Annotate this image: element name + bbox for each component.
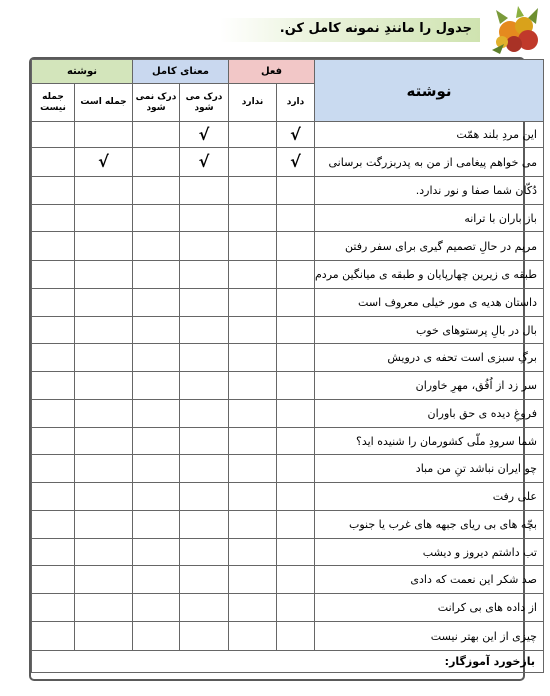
table-row bbox=[32, 232, 544, 261]
answer-cell-understood[interactable] bbox=[180, 455, 229, 483]
answer-cell-is-sentence[interactable] bbox=[75, 455, 133, 483]
group-header-writing: نوشته bbox=[32, 60, 133, 84]
answer-cell-no-verb[interactable] bbox=[229, 317, 277, 344]
subheader-not-understood: درک نمی شود bbox=[133, 84, 180, 122]
check-mark-icon: √ bbox=[98, 152, 109, 171]
table-row bbox=[32, 289, 544, 317]
sentence-cell: صد شکر این نعمت که دادی bbox=[315, 566, 544, 594]
answer-cell-no-verb[interactable] bbox=[229, 539, 277, 566]
subheader-not-sentence: جمله نیست bbox=[32, 84, 75, 122]
table-row bbox=[32, 205, 544, 232]
answer-cell-understood[interactable] bbox=[180, 622, 229, 651]
table-row bbox=[32, 594, 544, 622]
sentence-cell: شما سرودِ ملّی کشورمان را شنیده اید؟ bbox=[315, 428, 544, 455]
answer-cell-understood[interactable] bbox=[180, 539, 229, 566]
answer-cell-not-sentence[interactable] bbox=[32, 539, 75, 566]
answer-cell-is-sentence[interactable] bbox=[75, 622, 133, 651]
subheader-understood: درک می شود bbox=[180, 84, 229, 122]
answer-cell-has-verb[interactable] bbox=[277, 232, 315, 261]
answer-cell-is-sentence[interactable] bbox=[75, 317, 133, 344]
answer-cell-has-verb[interactable] bbox=[277, 483, 315, 511]
answer-cell-not-understood[interactable] bbox=[133, 539, 180, 566]
answer-cell-no-verb[interactable] bbox=[229, 289, 277, 317]
answer-cell-not-sentence[interactable] bbox=[32, 400, 75, 428]
answer-cell-no-verb[interactable] bbox=[229, 428, 277, 455]
sentence-cell: علی رفت bbox=[315, 483, 544, 511]
answer-cell-not-sentence[interactable] bbox=[32, 344, 75, 372]
answer-cell-is-sentence[interactable] bbox=[75, 566, 133, 594]
sentence-cell: می خواهم پیغامی از من به پدربزرگت برسانی bbox=[315, 148, 544, 177]
table-row bbox=[32, 511, 544, 539]
table-row bbox=[32, 455, 544, 483]
answer-cell-not-understood[interactable] bbox=[133, 400, 180, 428]
subheader-no-verb: ندارد bbox=[229, 84, 277, 122]
table-row bbox=[32, 483, 544, 511]
answer-cell-is-sentence[interactable] bbox=[75, 428, 133, 455]
table-row bbox=[32, 344, 544, 372]
answer-cell-understood[interactable] bbox=[180, 261, 229, 289]
answer-cell-not-understood[interactable] bbox=[133, 566, 180, 594]
answer-cell-is-sentence[interactable] bbox=[75, 148, 133, 177]
answer-cell-is-sentence[interactable] bbox=[75, 539, 133, 566]
answer-cell-has-verb[interactable] bbox=[277, 594, 315, 622]
answer-cell-no-verb[interactable] bbox=[229, 566, 277, 594]
answer-cell-not-sentence[interactable] bbox=[32, 232, 75, 261]
answer-cell-is-sentence[interactable] bbox=[75, 232, 133, 261]
answer-cell-not-understood[interactable] bbox=[133, 261, 180, 289]
answer-cell-understood[interactable] bbox=[180, 148, 229, 177]
answer-cell-has-verb[interactable] bbox=[277, 177, 315, 205]
answer-cell-has-verb[interactable] bbox=[277, 511, 315, 539]
answer-cell-no-verb[interactable] bbox=[229, 400, 277, 428]
answer-cell-no-verb[interactable] bbox=[229, 511, 277, 539]
answer-cell-has-verb[interactable] bbox=[277, 148, 315, 177]
sentence-cell: باز باران با ترانه bbox=[315, 205, 544, 232]
sentence-cell: بال در بالِ پرستوهای خوب bbox=[315, 317, 544, 344]
answer-cell-not-sentence[interactable] bbox=[32, 483, 75, 511]
answer-cell-has-verb[interactable] bbox=[277, 539, 315, 566]
answer-cell-understood[interactable] bbox=[180, 400, 229, 428]
answer-cell-is-sentence[interactable] bbox=[75, 177, 133, 205]
answer-cell-is-sentence[interactable] bbox=[75, 205, 133, 232]
table-row bbox=[32, 261, 544, 289]
answer-cell-has-verb[interactable] bbox=[277, 205, 315, 232]
answer-cell-has-verb[interactable] bbox=[277, 372, 315, 400]
column-header-text: نوشته bbox=[315, 60, 544, 122]
answer-cell-not-understood[interactable] bbox=[133, 483, 180, 511]
sentence-cell: فروغِ دیده ی حق باوران bbox=[315, 400, 544, 428]
answer-cell-understood[interactable] bbox=[180, 372, 229, 400]
group-header-meaning: معنای کامل bbox=[133, 60, 229, 84]
header bbox=[0, 0, 550, 50]
answer-cell-not-sentence[interactable] bbox=[32, 289, 75, 317]
answer-cell-not-sentence[interactable] bbox=[32, 317, 75, 344]
answer-cell-no-verb[interactable] bbox=[229, 594, 277, 622]
answer-cell-not-understood[interactable] bbox=[133, 177, 180, 205]
answer-cell-understood[interactable] bbox=[180, 428, 229, 455]
answer-cell-not-sentence[interactable] bbox=[32, 122, 75, 148]
sentence-cell: چیزی از این بهتر نیست bbox=[315, 622, 544, 651]
answer-cell-understood[interactable] bbox=[180, 317, 229, 344]
answer-cell-understood[interactable] bbox=[180, 511, 229, 539]
answer-cell-not-understood[interactable] bbox=[133, 511, 180, 539]
table-row bbox=[32, 428, 544, 455]
answer-cell-has-verb[interactable] bbox=[277, 344, 315, 372]
sentence-cell: مریم در حالِ تصمیم گیری برای سفر رفتن bbox=[315, 232, 544, 261]
answer-cell-is-sentence[interactable] bbox=[75, 511, 133, 539]
answer-cell-no-verb[interactable] bbox=[229, 122, 277, 148]
answer-cell-not-understood[interactable] bbox=[133, 205, 180, 232]
answer-cell-not-understood[interactable] bbox=[133, 122, 180, 148]
answer-cell-not-sentence[interactable] bbox=[32, 205, 75, 232]
table-row bbox=[32, 400, 544, 428]
answer-cell-is-sentence[interactable] bbox=[75, 344, 133, 372]
answer-cell-not-sentence[interactable] bbox=[32, 594, 75, 622]
answer-cell-has-verb[interactable] bbox=[277, 428, 315, 455]
sentence-cell: داستان هدیه ی مور خیلی معروف است bbox=[315, 289, 544, 317]
answer-cell-not-understood[interactable] bbox=[133, 317, 180, 344]
answer-cell-is-sentence[interactable] bbox=[75, 122, 133, 148]
answer-cell-understood[interactable] bbox=[180, 483, 229, 511]
table-row bbox=[32, 148, 544, 177]
answer-cell-is-sentence[interactable] bbox=[75, 261, 133, 289]
table-row bbox=[32, 122, 544, 148]
answer-cell-understood[interactable] bbox=[180, 289, 229, 317]
sentence-cell: دُکّان شما صفا و نور ندارد. bbox=[315, 177, 544, 205]
answer-cell-no-verb[interactable] bbox=[229, 148, 277, 177]
answer-cell-no-verb[interactable] bbox=[229, 622, 277, 651]
table-row bbox=[32, 177, 544, 205]
answer-cell-no-verb[interactable] bbox=[229, 177, 277, 205]
answer-cell-not-sentence[interactable] bbox=[32, 455, 75, 483]
sentence-cell: سر زد از اُفُق، مهرِ خاوران bbox=[315, 372, 544, 400]
subheader-has-verb: دارد bbox=[277, 84, 315, 122]
answer-cell-has-verb[interactable] bbox=[277, 317, 315, 344]
answer-cell-not-sentence[interactable] bbox=[32, 622, 75, 651]
sentence-cell: بچّه های بی ریای جبهه های غرب یا جنوب bbox=[315, 511, 544, 539]
check-mark-icon: √ bbox=[290, 124, 301, 144]
table-row bbox=[32, 317, 544, 344]
instruction-text: جدول را مانندِ نمونه کامل کن. bbox=[279, 21, 472, 36]
answer-cell-not-sentence[interactable] bbox=[32, 372, 75, 400]
answer-cell-understood[interactable] bbox=[180, 594, 229, 622]
answer-cell-has-verb[interactable] bbox=[277, 455, 315, 483]
fruit-decoration-icon bbox=[488, 4, 546, 56]
answer-cell-has-verb[interactable] bbox=[277, 289, 315, 317]
answer-cell-understood[interactable] bbox=[180, 232, 229, 261]
check-mark-icon: √ bbox=[198, 124, 210, 144]
sentence-cell: برگِ سبزی است تحفه ی درویش bbox=[315, 344, 544, 372]
table-row bbox=[32, 622, 544, 651]
table-row bbox=[32, 566, 544, 594]
answer-cell-no-verb[interactable] bbox=[229, 205, 277, 232]
answer-cell-is-sentence[interactable] bbox=[75, 289, 133, 317]
answer-cell-no-verb[interactable] bbox=[229, 455, 277, 483]
answer-cell-is-sentence[interactable] bbox=[75, 372, 133, 400]
check-mark-icon: √ bbox=[290, 152, 301, 171]
answer-cell-not-understood[interactable] bbox=[133, 622, 180, 651]
answer-cell-no-verb[interactable] bbox=[229, 483, 277, 511]
answer-cell-not-understood[interactable] bbox=[133, 289, 180, 317]
table-row bbox=[32, 539, 544, 566]
answer-cell-understood[interactable] bbox=[180, 122, 229, 148]
answer-cell-has-verb[interactable] bbox=[277, 122, 315, 148]
answer-cell-not-sentence[interactable] bbox=[32, 428, 75, 455]
answer-cell-not-sentence[interactable] bbox=[32, 177, 75, 205]
answer-cell-no-verb[interactable] bbox=[229, 232, 277, 261]
check-mark-icon: √ bbox=[198, 152, 210, 171]
answer-cell-is-sentence[interactable] bbox=[75, 594, 133, 622]
table-row bbox=[32, 372, 544, 400]
group-header-verb: فعل bbox=[229, 60, 315, 84]
answer-cell-has-verb[interactable] bbox=[277, 622, 315, 651]
answer-cell-not-understood[interactable] bbox=[133, 594, 180, 622]
answer-cell-has-verb[interactable] bbox=[277, 566, 315, 594]
answer-cell-not-understood[interactable] bbox=[133, 344, 180, 372]
answer-cell-not-understood[interactable] bbox=[133, 428, 180, 455]
answer-cell-understood[interactable] bbox=[180, 344, 229, 372]
classification-table bbox=[31, 59, 544, 673]
sentence-cell: تب داشتم دیروز و دیشب bbox=[315, 539, 544, 566]
sentence-cell: طبقه ی زیرین چهارپایان و طبقه ی میانگین مردم bbox=[315, 261, 544, 289]
answer-cell-no-verb[interactable] bbox=[229, 261, 277, 289]
answer-cell-not-understood[interactable] bbox=[133, 232, 180, 261]
sentence-cell: این مردِ بلند همّت bbox=[315, 122, 544, 148]
teacher-feedback: بازخورد آموزگار: bbox=[32, 651, 544, 673]
answer-cell-no-verb[interactable] bbox=[229, 344, 277, 372]
answer-cell-has-verb[interactable] bbox=[277, 261, 315, 289]
answer-cell-no-verb[interactable] bbox=[229, 372, 277, 400]
answer-cell-not-sentence[interactable] bbox=[32, 566, 75, 594]
answer-cell-has-verb[interactable] bbox=[277, 400, 315, 428]
subheader-is-sentence: جمله است bbox=[75, 84, 133, 122]
answer-cell-is-sentence[interactable] bbox=[75, 400, 133, 428]
answer-cell-not-understood[interactable] bbox=[133, 372, 180, 400]
sentence-cell: از داده های بی کرانت bbox=[315, 594, 544, 622]
answer-cell-not-sentence[interactable] bbox=[32, 148, 75, 177]
answer-cell-not-sentence[interactable] bbox=[32, 261, 75, 289]
answer-cell-not-sentence[interactable] bbox=[32, 511, 75, 539]
answer-cell-understood[interactable] bbox=[180, 205, 229, 232]
answer-cell-not-understood[interactable] bbox=[133, 455, 180, 483]
answer-cell-not-understood[interactable] bbox=[133, 148, 180, 177]
answer-cell-understood[interactable] bbox=[180, 177, 229, 205]
sentence-cell: چو ایران نباشد تنِ من مباد bbox=[315, 455, 544, 483]
answer-cell-understood[interactable] bbox=[180, 566, 229, 594]
answer-cell-is-sentence[interactable] bbox=[75, 483, 133, 511]
